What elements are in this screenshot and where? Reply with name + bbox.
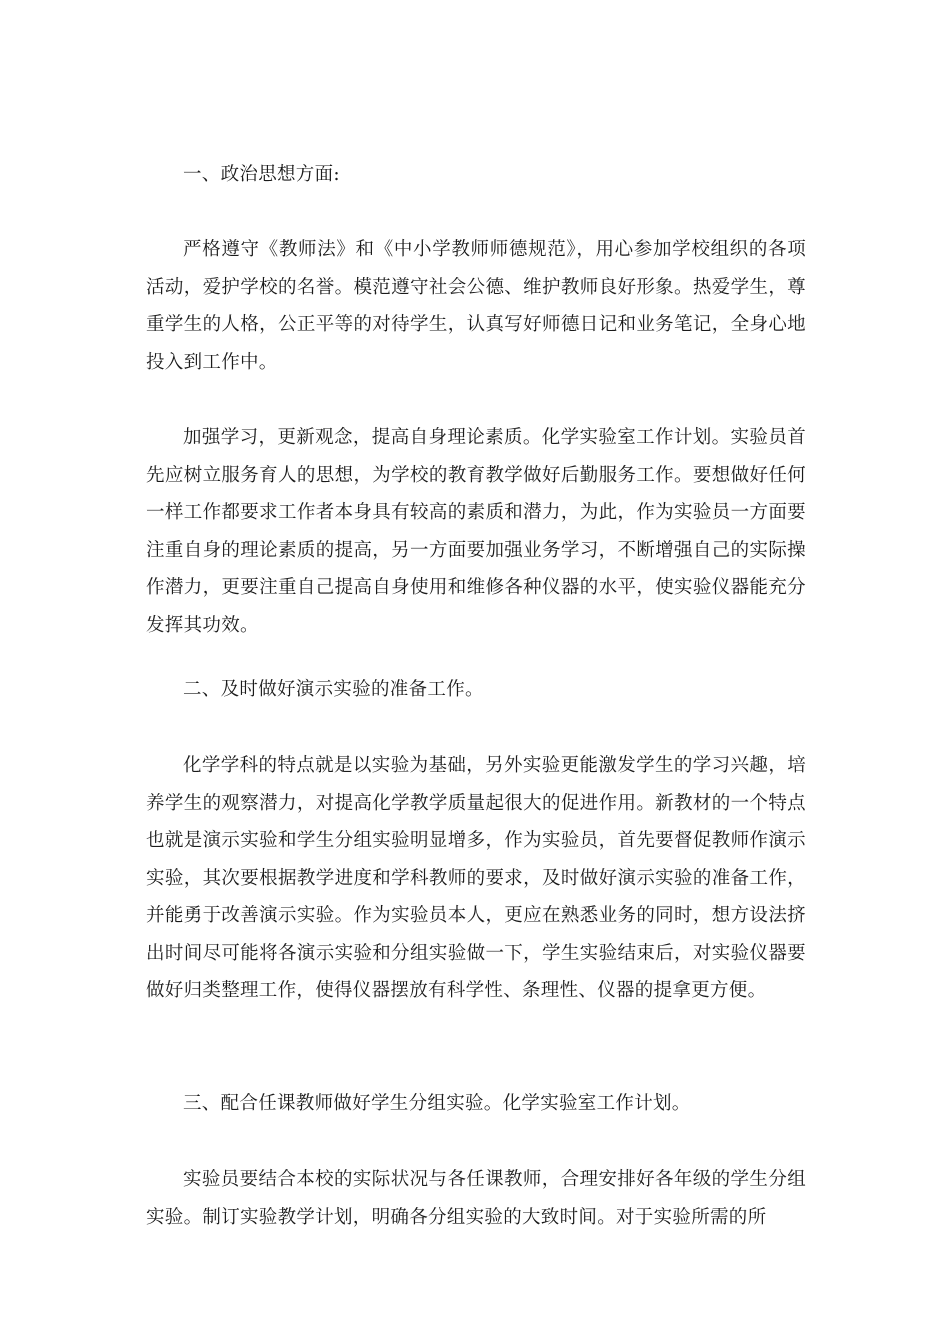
- paragraph-2: 加强学习，更新观念，提高自身理论素质。化学实验室工作计划。实验员首先应树立服务育人的思想，为学校的教育教学做好后勤服务工作。要想做好任何一样工作都要求工作者本身具有较高的素质和潜力，为此，作为实验员一方面要注重自身的理论素质的提高，另一方面要加强业务学习，不断增强自己的实际操作潜力，更要注重自己提高自身使用和维修各种仪器的水平，使实验仪器能充分发挥其功效。: [146, 427, 806, 636]
- section-heading-1: 一、政治思想方面:: [183, 164, 340, 185]
- paragraph-4: 实验员要结合本校的实际状况与各任课教师，合理安排好各年级的学生分组实验。制订实验教学计划，明确各分组实验的大致时间。对于实验所需的所: [146, 1169, 806, 1228]
- section-heading-3: 三、配合任课教师做好学生分组实验。化学实验室工作计划。: [183, 1093, 691, 1114]
- section-heading-2: 二、及时做好演示实验的准备工作。: [183, 679, 484, 700]
- paragraph-3: 化学学科的特点就是以实验为基础，另外实验更能激发学生的学习兴趣，培养学生的观察潜力，对提高化学教学质量起很大的促进作用。新教材的一个特点也就是演示实验和学生分组实验明显增多，作为实验员，首先要督促教师作演示实验，其次要根据教学进度和学科教师的要求，及时做好演示实验的准备工作，并能勇于改善演示实验。作为实验员本人，更应在熟悉业务的同时，想方设法挤出时间尽可能将各演示实验和分组实验做一下，学生实验结束后，对实验仪器要做好归类整理工作，使得仪器摆放有科学性、条理性、仪器的提拿更方便。: [146, 755, 806, 1001]
- paragraph-1: 严格遵守《教师法》和《中小学教师师德规范》，用心参加学校组织的各项活动，爱护学校的名誉。模范遵守社会公德、维护教师良好形象。热爱学生，尊重学生的人格，公正平等的对待学生，认真写好师德日记和业务笔记，全身心地投入到工作中。: [146, 239, 806, 373]
